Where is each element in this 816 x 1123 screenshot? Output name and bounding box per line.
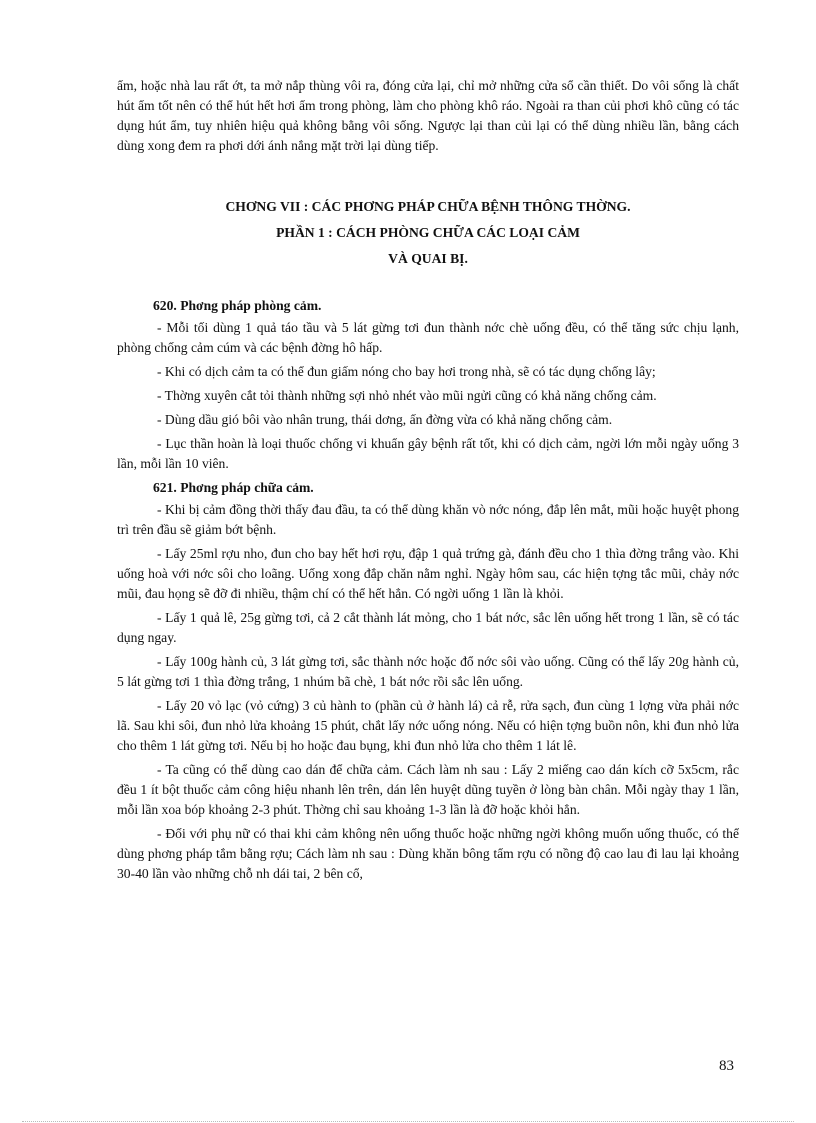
part-title: PHẦN 1 : CÁCH PHÒNG CHỮA CÁC LOẠI CẢM [276,225,580,240]
page-number: 83 [719,1058,734,1074]
section-620-paragraph: - Dùng dầu gió bôi vào nhân trung, thái dơng, ấn đờng vừa có khả năng chống cảm. [157,412,613,427]
section-621-title: 621. Phơng pháp chữa cảm. [153,480,314,495]
section-621-paragraph: - Lấy 25ml rợu nho, đun cho bay hết hơi rợu, đập 1 quả trứng gà, đánh đều cho 1 thìa đờng trắng vào. Khi uống hoà với nớc sôi cho loãng. Uống xong đắp chăn nằm nghỉ. Ngày hôm sau, các hiện tợng tắc mũi, chảy nớc mũi, đau họng sẽ đỡ đi nhiều, thậm chí có thể hết hẳn. Có ngời uống 1 lần là khỏi. [117,546,739,601]
section-621-paragraph: - Khi bị cảm đồng thời thấy đau đầu, ta có thể dùng khăn vò nớc nóng, đắp lên mắt, mũi hoặc huyệt phong trì trên đầu sẽ giảm bớt bệnh. [117,502,739,537]
part-title-continued: VÀ QUAI BỊ. [388,251,468,266]
section-621-paragraph: - Lấy 1 quả lê, 25g gừng tơi, cả 2 cắt thành lát mỏng, cho 1 bát nớc, sắc lên uống hết trong 1 lần, sẽ có tác dụng ngay. [117,610,739,645]
section-620-paragraph: - Lục thần hoàn là loại thuốc chống vi khuẩn gây bệnh rất tốt, khi có dịch cảm, ngời lớn mỗi ngày uống 3 lần, mỗi lần 10 viên. [117,436,739,471]
chapter-title: CHƠNG VII : CÁC PHƠNG PHÁP CHỮA BỆNH THÔNG THỜNG. [225,199,631,214]
section-620-paragraph: - Mỗi tối dùng 1 quả táo tầu và 5 lát gừng tơi đun thành nớc chè uống đều, có thể tăng sức chịu lạnh, phòng chống cảm cúm và các bệnh đờng hô hấp. [117,320,739,355]
section-621-paragraph: - Lấy 100g hành củ, 3 lát gừng tơi, sắc thành nớc hoặc đổ nớc sôi vào uống. Cũng có thể lấy 20g hành củ, 5 lát gừng tơi 1 thìa đờng trắng, 1 nhúm bã chè, 1 bát nớc rồi sắc lên uống. [117,654,739,689]
intro-paragraph: ẩm, hoặc nhà lau rất ớt, ta mở nắp thùng vôi ra, đóng cửa lại, chỉ mở những cửa sổ cần thiết. Do vôi sống là chất hút ẩm tốt nên có thể hút hết hơi ẩm trong phòng, làm cho phòng khô ráo. Ngoài ra than củi phơi khô cũng có tác dụng hút ẩm, tuy nhiên hiệu quả không bằng vôi sống. Ngược lại than củi lại có thể dùng nhiều lần, bằng cách dùng xong đem ra phơi dới ánh nắng mặt trời lại dùng tiếp. [117,78,739,153]
section-621-paragraph: - Lấy 20 vỏ lạc (vỏ cứng) 3 củ hành to (phần củ ở hành lá) cả rễ, rửa sạch, đun cùng 1 lợng vừa phải nớc lã. Sau khi sôi, đun nhỏ lửa khoảng 15 phút, chắt lấy nớc uống nóng. Nếu có hiện tợng buồn nôn, khi đun nhỏ lửa cho thêm 1 lát gừng tơi. Nếu bị ho hoặc đau bụng, khi đun nhỏ lửa cho thêm 1 lát lê. [117,698,739,753]
section-621-paragraph: - Đối với phụ nữ có thai khi cảm không nên uống thuốc hoặc những ngời không muốn uống thuốc, có thể dùng phơng pháp tắm bằng rợu; Cách làm nh sau : Dùng khăn bông tẩm rợu có nồng độ cao lau đi lau lại khoảng 30-40 lần vào những chỗ nh dái tai, 2 bên cổ, [117,826,739,881]
section-620-paragraph: - Khi có dịch cảm ta có thể đun giấm nóng cho bay hơi trong nhà, sẽ có tác dụng chống lây; [157,364,656,379]
section-621-paragraph: - Ta cũng có thể dùng cao dán để chữa cảm. Cách làm nh sau : Lấy 2 miếng cao dán kích cỡ 5x5cm, rắc đều 1 ít bột thuốc cảm công hiệu nhanh lên trên, dán lên huyệt dũng tuyền ở lòng bàn chân. Mỗi ngày thay 1 lần, mỗi lần xoa bóp khoảng 2-3 phút. Thờng chỉ sau khoảng 1-3 lần là đỡ hoặc khỏi hẳn. [117,762,739,817]
document-page [117,76,739,888]
chapter-heading [117,194,739,272]
section-620-paragraph: - Thờng xuyên cắt tỏi thành những sợi nhỏ nhét vào mũi ngửi cũng có khả năng chống cảm. [157,388,657,403]
section-620-title: 620. Phơng pháp phòng cảm. [153,298,322,313]
